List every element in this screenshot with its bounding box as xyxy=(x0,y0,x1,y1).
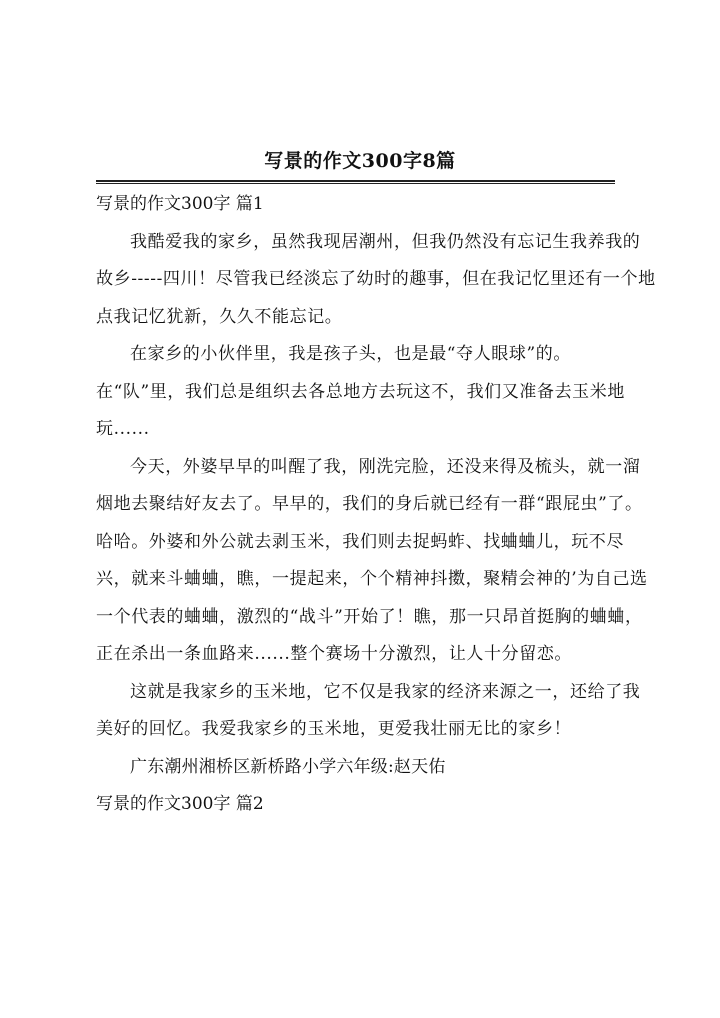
document-title: 写景的作文300字8篇 xyxy=(264,150,456,172)
paragraph-1: 我酷爱我的家乡，虽然我现居潮州，但我仍然没有忘记生我养我的故乡-----四川！尽管我已经淡忘了幼时的趣事，但在我记忆里还有一个地点我记忆犹新，久久不能忘记。 xyxy=(96,231,656,327)
paragraph-2: 在家乡的小伙伴里，我是孩子头，也是最“夺人眼球”的。在“队”里，我们总是组织去各总地方去玩这不，我们又准备去玉米地玩...... xyxy=(96,344,625,439)
paragraph-4: 这就是我家乡的玉米地，它不仅是我家的经济来源之一，还给了我美好的回忆。我爱我家乡的玉米地，更爱我壮丽无比的家乡！ xyxy=(96,681,641,739)
title-divider xyxy=(96,180,615,184)
section-heading-1: 写景的作文300字 篇1 xyxy=(96,194,264,214)
section-heading-2: 写景的作文300字 篇2 xyxy=(96,794,264,814)
document-body xyxy=(96,186,656,824)
paragraph-3: 今天，外婆早早的叫醒了我，刚洗完脸，还没来得及梳头，就一溜烟地去聚结好友去了。早早的，我们的身后就已经有一群“跟屁虫”了。哈哈。外婆和外公就去剥玉米，我们则去捉蚂蚱、找蛐蛐儿，玩不尽兴，就来斗蛐蛐，瞧，一提起来，个个精神抖擞，聚精会神的’为自己选一个代表的蛐蛐，激烈的“战斗”开始了！瞧，那一只昂首挺胸的蛐蛐，正在杀出一条血路来......整个赛场十分激烈，让人十分留恋。 xyxy=(96,456,648,664)
author-signature: 广东潮州湘桥区新桥路小学六年级:赵天佑 xyxy=(130,756,446,777)
